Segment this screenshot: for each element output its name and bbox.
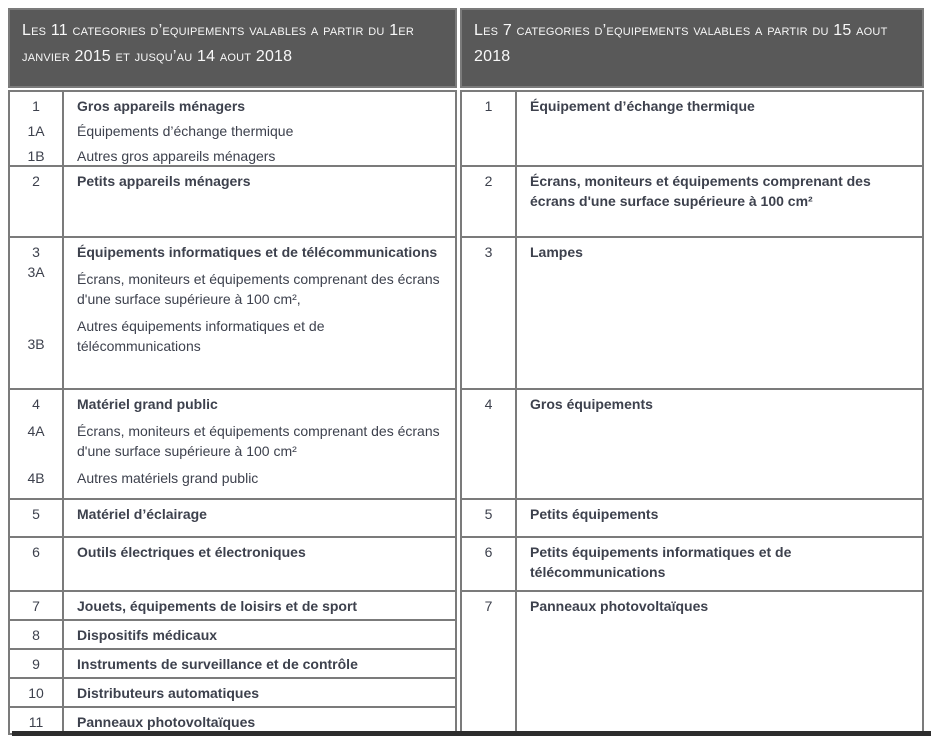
- category-number-cell: [10, 500, 64, 538]
- category-number: 1: [32, 98, 40, 114]
- category-number-cell: [462, 538, 517, 592]
- category-label-cell: [517, 390, 922, 500]
- category-number-cell: [462, 592, 517, 733]
- subcategory-label: Équipements d’échange thermique: [77, 123, 294, 139]
- category-number: 3: [32, 244, 40, 260]
- old-categories-table: [8, 8, 457, 735]
- category-number: 4A: [27, 423, 45, 439]
- category-label-cell: [64, 238, 455, 390]
- category-label: Équipements informatiques et de télécommunications: [77, 244, 438, 260]
- category-number: 9: [32, 656, 40, 672]
- category-label-cell: [64, 167, 455, 238]
- category-label: Gros appareils ménagers: [77, 98, 246, 114]
- category-label: Panneaux photovoltaïques: [530, 598, 709, 614]
- category-number: 8: [32, 627, 40, 643]
- category-label: Dispositifs médicaux: [77, 627, 218, 643]
- category-number: 1A: [27, 123, 45, 139]
- category-label: Instruments de surveillance et de contrôle: [77, 656, 358, 672]
- category-number-cell: [462, 92, 517, 167]
- category-label: Jouets, équipements de loisirs et de sport: [77, 598, 358, 614]
- old-categories-grid: [8, 90, 457, 735]
- category-number: 7: [32, 598, 40, 614]
- table-bottom-rule: [12, 731, 931, 736]
- category-label-cell: [64, 621, 455, 650]
- old-categories-header: Les 11 categories d’equipements valables a partir du 1er janvier 2015 et jusqu’au 14 aout 2018: [8, 8, 457, 88]
- new-categories-grid: [460, 90, 924, 735]
- categories-comparison: [8, 8, 931, 735]
- category-label-cell: [517, 238, 922, 390]
- category-number-cell: [10, 679, 64, 708]
- category-number: 7: [484, 598, 493, 614]
- category-number: 4B: [27, 470, 45, 486]
- category-label-cell: [64, 708, 455, 733]
- category-number-cell: [10, 621, 64, 650]
- new-categories-table: [460, 8, 924, 735]
- category-label-cell: [517, 538, 922, 592]
- category-label: Équipement d’échange thermique: [530, 98, 755, 114]
- category-label: Distributeurs automatiques: [77, 685, 260, 701]
- subcategory-label: Écrans, moniteurs et équipements comprenant des écrans d'une surface supérieure à 100 cm²,: [77, 271, 440, 307]
- category-label-cell: [64, 390, 455, 500]
- category-label-cell: [64, 679, 455, 708]
- category-label-cell: [517, 167, 922, 238]
- category-number: 2: [32, 173, 40, 189]
- category-number-cell: [462, 500, 517, 538]
- subcategory-label: Écrans, moniteurs et équipements comprenant des écrans d'une surface supérieure à 100 cm²: [77, 423, 440, 459]
- category-number-cell: [10, 708, 64, 733]
- subcategory-label: Autres matériels grand public: [77, 470, 259, 486]
- category-label: Lampes: [530, 244, 583, 260]
- category-number: 3B: [27, 336, 45, 352]
- new-categories-header: Les 7 categories d’equipements valables a partir du 15 aout 2018: [460, 8, 924, 88]
- category-number: 3A: [27, 264, 45, 280]
- category-label: Petits équipements informatiques et de télécommunications: [530, 544, 792, 580]
- category-label: Gros équipements: [530, 396, 653, 412]
- category-number: 3: [484, 244, 493, 260]
- category-number: 1B: [27, 148, 45, 164]
- category-number: 11: [28, 714, 44, 730]
- category-number-cell: [10, 92, 64, 167]
- category-number: 6: [484, 544, 493, 560]
- category-label: Petits équipements: [530, 506, 659, 522]
- category-label-cell: [64, 92, 455, 167]
- category-number: 10: [28, 685, 44, 701]
- category-number: 2: [484, 173, 493, 189]
- category-number-cell: [10, 650, 64, 679]
- category-label-cell: [64, 592, 455, 621]
- category-label-cell: [64, 538, 455, 592]
- category-label-cell: [517, 500, 922, 538]
- category-number: 6: [32, 544, 40, 560]
- category-number-cell: [462, 167, 517, 238]
- category-label-cell: [64, 500, 455, 538]
- category-label-cell: [64, 650, 455, 679]
- category-label: Matériel d’éclairage: [77, 506, 207, 522]
- category-label: Outils électriques et électroniques: [77, 544, 306, 560]
- category-number-cell: [10, 538, 64, 592]
- category-label: Écrans, moniteurs et équipements comprenant des écrans d'une surface supérieure à 100 cm²: [530, 173, 871, 209]
- category-number-cell: [10, 592, 64, 621]
- category-label: Petits appareils ménagers: [77, 173, 251, 189]
- subcategory-label: Autres gros appareils ménagers: [77, 148, 276, 164]
- category-number: 5: [32, 506, 40, 522]
- category-label: Matériel grand public: [77, 396, 218, 412]
- category-label-cell: [517, 592, 922, 733]
- category-number-cell: [462, 238, 517, 390]
- category-number: 5: [484, 506, 493, 522]
- category-label: Panneaux photovoltaïques: [77, 714, 256, 730]
- category-number: 4: [32, 396, 40, 412]
- category-number-cell: [10, 167, 64, 238]
- subcategory-label: Autres équipements informatiques et de télécommunications: [77, 318, 325, 354]
- category-number-cell: [10, 238, 64, 390]
- category-number-cell: [10, 390, 64, 500]
- category-number-cell: [462, 390, 517, 500]
- category-number: 1: [484, 98, 493, 114]
- category-number: 4: [484, 396, 493, 412]
- category-label-cell: [517, 92, 922, 167]
